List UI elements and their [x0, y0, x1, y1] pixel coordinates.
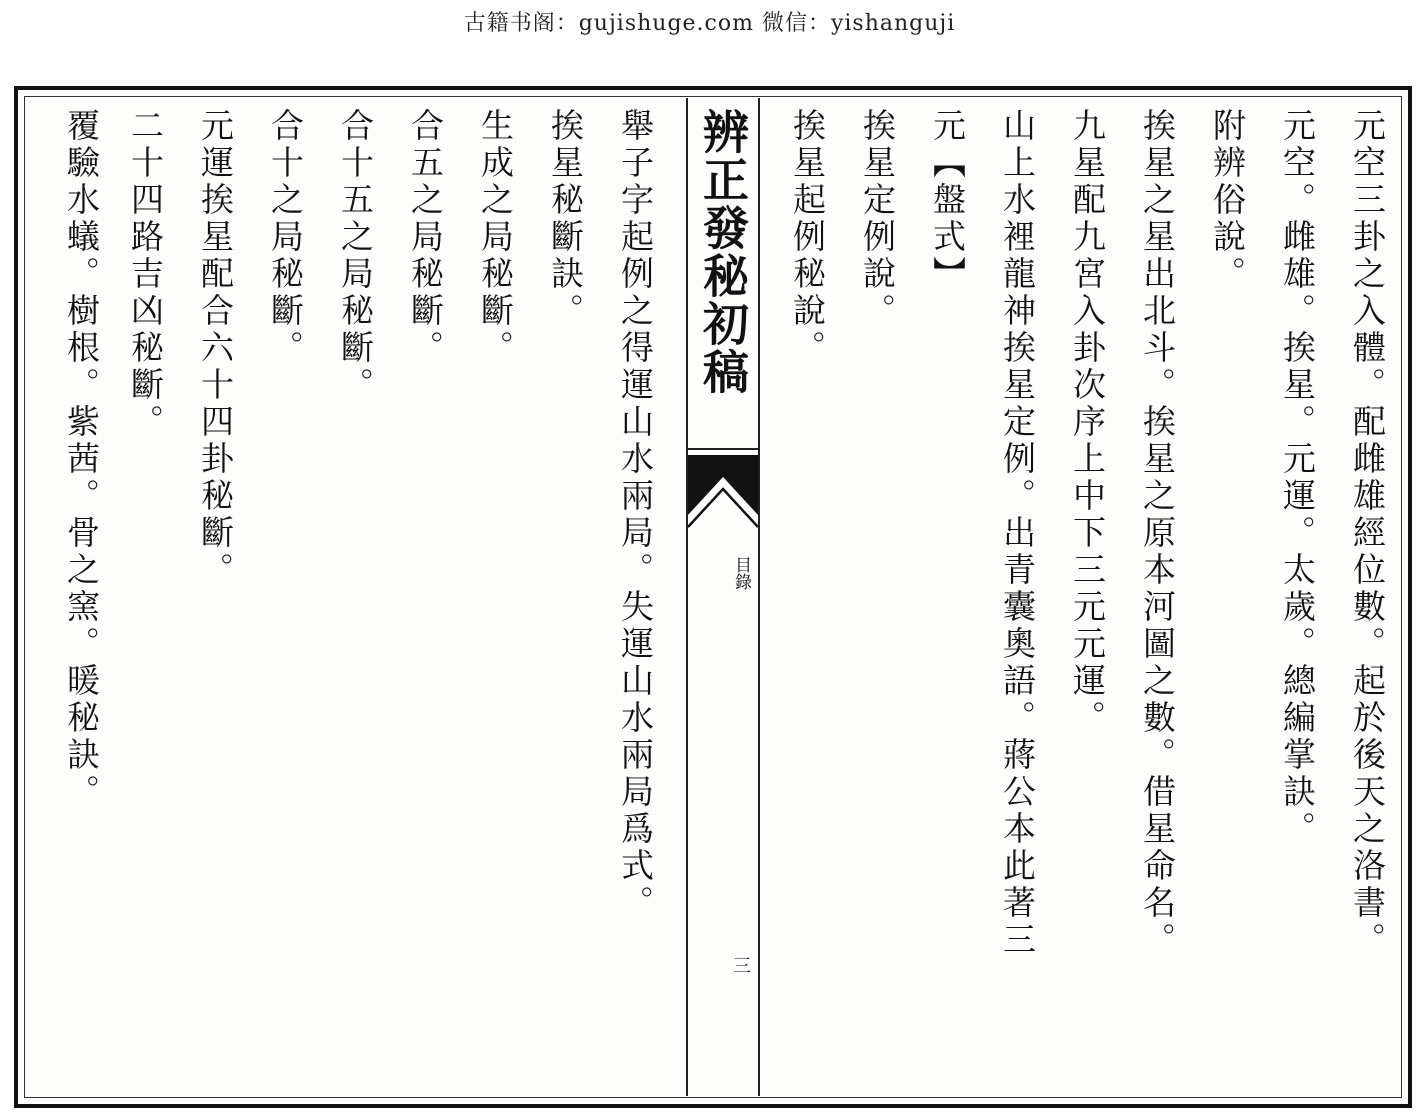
toc-entry-left-8: 二十四路吉凶秘斷。: [126, 108, 165, 441]
fishtail-ornament-icon: [688, 455, 758, 535]
toc-entry-left-7: 元運挨星配合六十四卦秘斷。: [196, 108, 235, 589]
toc-entry-right-2: 元空。雌雄。挨星。元運。太歲。總編掌訣。: [1278, 108, 1317, 848]
toc-entry-right-7: 元【盤式】: [928, 108, 967, 293]
watermark-banner: 古籍书阁：gujishuge.com 微信：yishanguji: [463, 11, 956, 36]
toc-entry-left-4: 合五之局秘斷。: [406, 108, 445, 367]
toc-entry-left-9: 覆驗水蟻。樹根。紫茜。骨之窯。暖秘訣。: [62, 108, 101, 811]
toc-entry-right-4: 挨星之星出北斗。挨星之原本河圖之數。借星命名。: [1138, 108, 1177, 959]
spine-section-label: 目錄: [731, 556, 751, 590]
toc-entry-left-6: 合十之局秘斷。: [266, 108, 305, 367]
toc-entry-left-3: 生成之局秘斷。: [476, 108, 515, 367]
toc-entry-left-1: 舉子字起例之得運山水兩局。失運山水兩局爲式。: [616, 108, 655, 922]
toc-entry-left-5: 合十五之局秘斷。: [336, 108, 375, 404]
book-title: 辨正發秘初稿: [696, 108, 750, 396]
toc-entry-right-8: 挨星定例說。: [858, 108, 897, 330]
toc-entry-right-6: 山上水裡龍神挨星定例。出青囊奧語。蔣公本此著三: [998, 108, 1037, 959]
page-number: 三: [733, 956, 751, 977]
toc-entry-right-1: 元空三卦之入體。配雌雄經位數。起於後天之洛書。: [1348, 108, 1387, 959]
toc-entry-right-5: 九星配九宮入卦次序上中下三元元運。: [1068, 108, 1107, 737]
toc-entry-right-3: 附辨俗說。: [1208, 108, 1247, 293]
toc-entry-left-2: 挨星秘斷訣。: [546, 108, 585, 330]
toc-entry-right-9: 挨星起例秘說。: [788, 108, 827, 367]
